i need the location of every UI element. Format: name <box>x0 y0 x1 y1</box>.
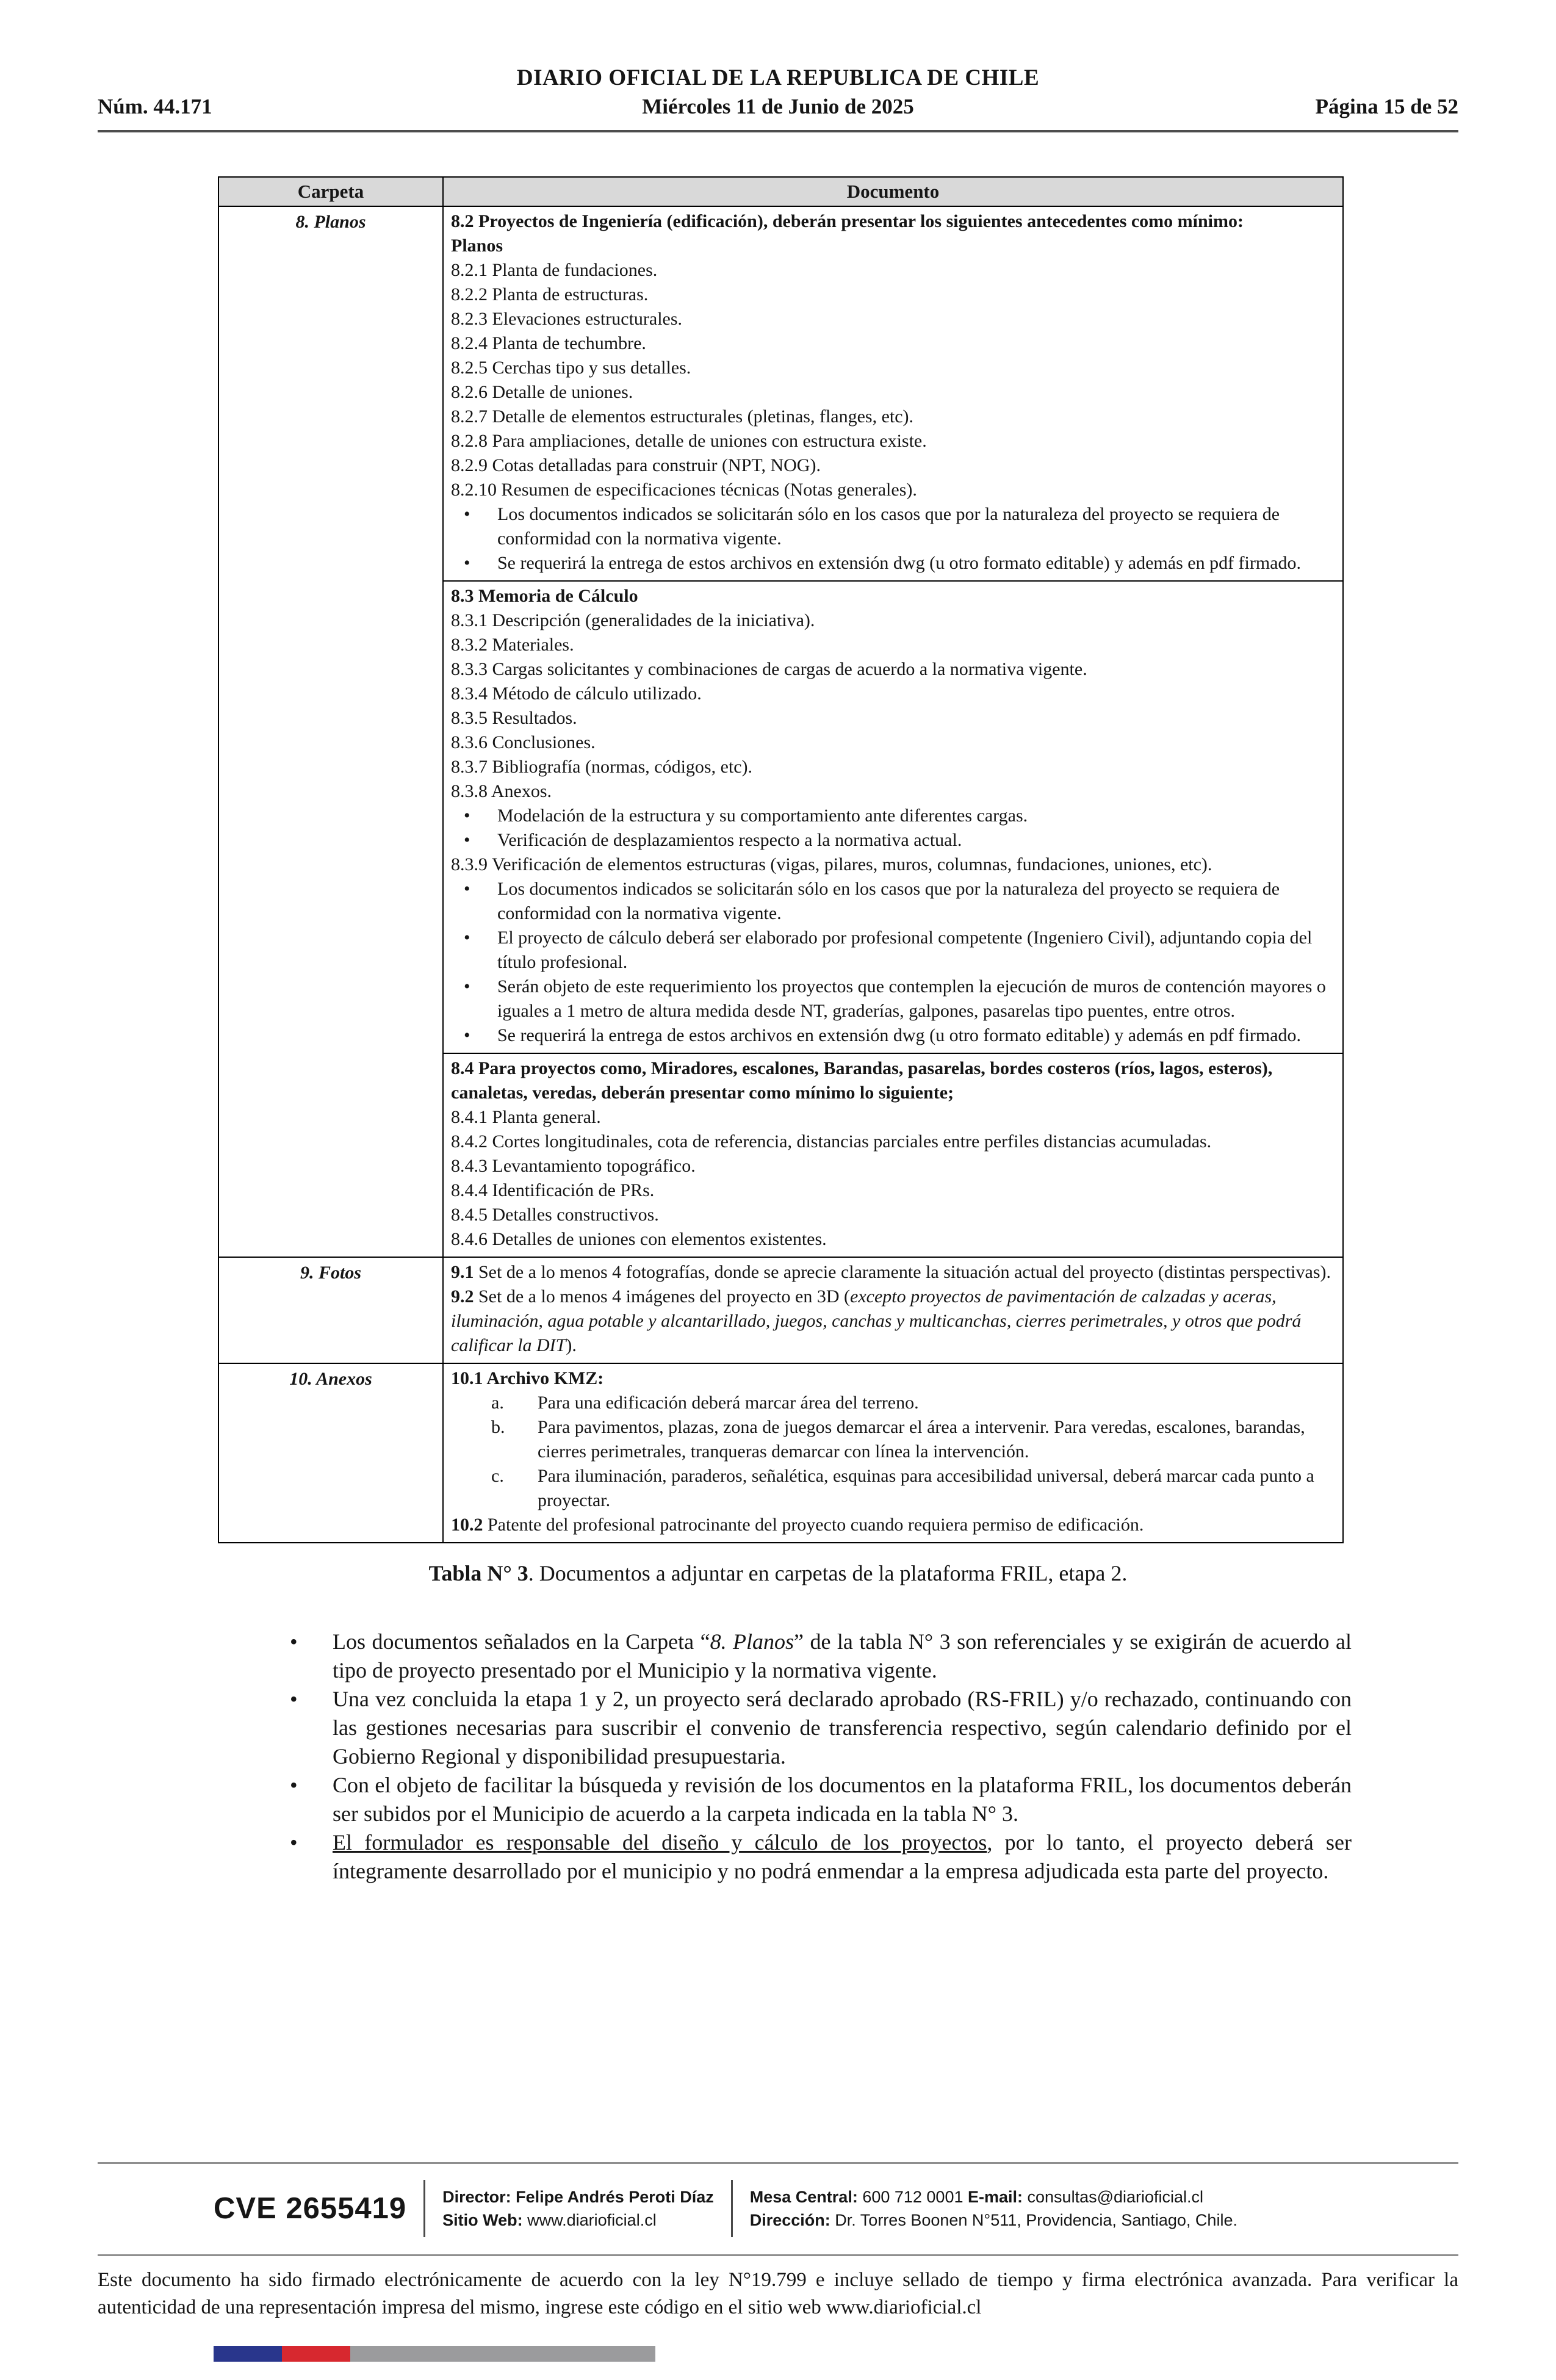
paragraph <box>451 405 1335 429</box>
list-item-text <box>497 1023 1335 1048</box>
text-run: Serán objeto de este requerimiento los proyectos que contemplen la ejecución de muros de contención mayores o iguales a 1 metro de altura medida desde NT, graderías, galpones, pasarelas tipo puentes, entre otros. <box>497 976 1326 1021</box>
bullet-icon: • <box>464 830 470 850</box>
text-run: Set de a lo menos 4 imágenes del proyecto en 3D ( <box>478 1286 850 1307</box>
paragraph <box>451 1178 1335 1203</box>
text-run: 8.3.8 Anexos. <box>451 781 552 801</box>
text-run: El formulador es responsable del diseño y cálculo de los proyectos <box>333 1830 987 1855</box>
text-run: 8.2.10 Resumen de especificaciones técnicas (Notas generales). <box>451 480 917 500</box>
text-run: 8.4.6 Detalles de uniones con elementos existentes. <box>451 1229 827 1249</box>
text-run: 9.1 <box>451 1262 478 1282</box>
list-item-text <box>538 1415 1335 1464</box>
note-text <box>333 1828 1352 1886</box>
note-text <box>333 1771 1352 1828</box>
column-header-carpeta: Carpeta <box>218 177 443 206</box>
table-row <box>218 1363 1343 1543</box>
text-run: 8.3.3 Cargas solicitantes y combinaciones de cargas de acuerdo a la normativa vigente. <box>451 659 1087 679</box>
bullet-icon: • <box>290 1687 298 1711</box>
paragraph <box>451 1203 1335 1227</box>
paragraph <box>451 356 1335 380</box>
page-number: Página 15 de 52 <box>1315 95 1458 118</box>
bullet-icon: • <box>464 1025 470 1045</box>
list-item-text <box>497 926 1335 975</box>
text-run: Tabla N° 3 <box>428 1561 528 1585</box>
text-run: Para iluminación, paraderos, señalética, esquinas para accesibilidad universal, deberá marcar cada punto a proyectar. <box>538 1466 1314 1510</box>
text-run: consultas@diarioficial.cl <box>1027 2188 1204 2206</box>
text-run: . Documentos a adjuntar en carpetas de la plataforma FRIL, etapa 2. <box>528 1561 1128 1585</box>
list-item <box>451 975 1335 1023</box>
bullet-icon: • <box>290 1629 298 1654</box>
list-item-text <box>538 1391 1335 1415</box>
text-run: 600 712 0001 <box>862 2188 968 2206</box>
table-header-row <box>218 177 1343 206</box>
text-run: ” de la tabla N° 3 son referenciales y se exigirán de acuerdo al tipo de proyecto presentado por el Municipio y la normativa vigente. <box>333 1629 1352 1682</box>
paragraph <box>451 682 1335 706</box>
list-item <box>451 1415 1335 1464</box>
paragraph <box>451 608 1335 633</box>
masthead <box>0 0 1556 132</box>
text-run: 10.2 <box>451 1515 483 1535</box>
folder-cell: 8. Planos <box>218 206 443 1257</box>
text-run: 8.3.6 Conclusiones. <box>451 732 596 752</box>
publication-title: DIARIO OFICIAL DE LA REPUBLICA DE CHILE <box>516 65 1040 90</box>
text-run: 8.3.7 Bibliografía (normas, códigos, etc). <box>451 757 753 777</box>
folder-cell: 9. Fotos <box>218 1257 443 1363</box>
text-run: 10.1 Archivo KMZ: <box>451 1368 604 1388</box>
text-run: 8.2.6 Detalle de uniones. <box>451 382 633 402</box>
paragraph <box>451 331 1335 356</box>
footer-info-line <box>442 2185 714 2209</box>
paragraph <box>451 283 1335 307</box>
text-run: Dr. Torres Boonen N°511, Providencia, Santiago, Chile. <box>835 2211 1237 2229</box>
paragraph <box>451 478 1335 502</box>
text-run: www.diarioficial.cl <box>527 2211 657 2229</box>
bullet-icon: • <box>464 806 470 826</box>
list-item <box>451 1464 1335 1513</box>
text-run: excepto proyectos de pavimentación de calzadas y aceras, iluminación, agua potable y alcantarillado, juegos, canchas y multicanchas, cierres perimetrales, y otros que podrá calificar la DIT <box>451 1286 1302 1355</box>
footer-divider-top <box>98 2162 1458 2164</box>
text-run: Dirección: <box>749 2211 835 2229</box>
table-row <box>218 206 1343 581</box>
text-run: Para pavimentos, plazas, zona de juegos demarcar el área a intervenir. Para veredas, escalones, barandas, cierres perimetrales, tranqueras demarcar con línea la intervención. <box>538 1417 1305 1462</box>
footer-contact-block <box>750 2185 1237 2232</box>
note-item <box>290 1771 1352 1828</box>
text-run: 8.2.3 Elevaciones estructurales. <box>451 309 683 329</box>
text-run: 8.2.2 Planta de estructuras. <box>451 284 649 305</box>
bullet-icon: • <box>290 1830 298 1855</box>
issue-date: Miércoles 11 de Junio de 2025 <box>642 95 914 118</box>
note-text <box>333 1628 1352 1685</box>
list-item-text <box>497 502 1335 551</box>
list-item-text <box>497 804 1335 828</box>
note-item <box>290 1685 1352 1771</box>
paragraph <box>451 853 1335 877</box>
letter-marker: c. <box>491 1466 504 1486</box>
list-item <box>451 828 1335 853</box>
paragraph <box>451 1227 1335 1252</box>
document-cell <box>443 1363 1343 1543</box>
paragraph <box>451 1056 1335 1105</box>
letter-marker: a. <box>491 1393 504 1413</box>
text-run: Patente del profesional patrocinante del proyecto cuando requiera permiso de edificación. <box>483 1515 1144 1535</box>
text-run: 8.2.5 Cerchas tipo y sus detalles. <box>451 358 691 378</box>
paragraph <box>451 380 1335 405</box>
paragraph <box>451 706 1335 730</box>
flag-blue-block <box>214 2346 282 2362</box>
text-run: 8.2.8 Para ampliaciones, detalle de uniones con estructura existe. <box>451 431 927 451</box>
list-item <box>451 1391 1335 1415</box>
bullet-icon: • <box>464 928 470 948</box>
paragraph <box>451 779 1335 804</box>
footer-vertical-divider-1 <box>423 2180 425 2237</box>
list-item-text <box>497 551 1335 575</box>
text-run: 8.4.1 Planta general. <box>451 1107 601 1127</box>
text-run: 8.2 Proyectos de Ingeniería (edificación), deberán presentar los siguientes antecedentes como mínimo: <box>451 211 1244 231</box>
paragraph <box>451 1285 1335 1358</box>
list-item <box>451 926 1335 975</box>
text-run: Se requerirá la entrega de estos archivos en extensión dwg (u otro formato editable) y además en pdf firmado. <box>497 1025 1302 1045</box>
text-run: 8.2.7 Detalle de elementos estructurales (pletinas, flanges, etc). <box>451 406 914 427</box>
list-item-text <box>497 877 1335 926</box>
text-run: Set de a lo menos 4 fotografías, donde se aprecie claramente la situación actual del proyecto (distintas perspectivas). <box>478 1262 1331 1282</box>
paragraph <box>451 307 1335 331</box>
cve-code: CVE 2655419 <box>214 2192 407 2225</box>
text-run: 8.2.4 Planta de techumbre. <box>451 333 646 353</box>
list-item <box>451 804 1335 828</box>
bullet-icon: • <box>464 553 470 573</box>
list-item <box>451 551 1335 575</box>
list-item <box>451 877 1335 926</box>
masthead-row <box>0 95 1556 119</box>
text-run: Los documentos indicados se solicitarán sólo en los casos que por la naturaleza del proyecto se requiera de conformidad con la normativa vigente. <box>497 504 1280 549</box>
footer-director-block <box>442 2185 714 2232</box>
text-run: Mesa Central: <box>749 2188 863 2206</box>
flag-strip <box>214 2346 655 2362</box>
text-run: 8.4 Para proyectos como, Miradores, escalones, Barandas, pasarelas, bordes costeros (ríos, lagos, esteros), canaletas, veredas, deberán presentar como mínimo lo siguiente; <box>451 1058 1273 1103</box>
paragraph <box>451 633 1335 657</box>
bullet-icon: • <box>464 504 470 524</box>
paragraph <box>451 657 1335 682</box>
footer <box>214 2176 1237 2241</box>
flag-red-block <box>282 2346 350 2362</box>
letter-marker: b. <box>491 1417 505 1437</box>
text-run: E-mail: <box>967 2188 1028 2206</box>
table-caption <box>0 1560 1556 1586</box>
footer-vertical-divider-2 <box>731 2180 733 2237</box>
text-run: 8.3.2 Materiales. <box>451 635 574 655</box>
paragraph <box>451 234 1335 258</box>
text-run: El proyecto de cálculo deberá ser elaborado por profesional competente (Ingeniero Civil), adjuntando copia del título profesional. <box>497 928 1313 972</box>
header-divider <box>98 130 1458 132</box>
text-run: Los documentos señalados en la Carpeta “ <box>333 1629 710 1654</box>
paragraph <box>451 453 1335 478</box>
footer-info-line <box>750 2209 1237 2232</box>
footer-info-line <box>442 2209 714 2232</box>
text-run: Director: Felipe Andrés Peroti Díaz <box>442 2188 714 2206</box>
text-run: 8.3.1 Descripción (generalidades de la iniciativa). <box>451 610 815 630</box>
paragraph <box>451 755 1335 779</box>
text-run: , por lo tanto, el proyecto deberá ser íntegramente desarrollado por el municipio y no podrá enmendar a la empresa adjudicada esta parte del proyecto. <box>333 1830 1352 1883</box>
text-run: 8.4.3 Levantamiento topográfico. <box>451 1156 696 1176</box>
text-run: 8.3.5 Resultados. <box>451 708 577 728</box>
text-run: Los documentos indicados se solicitarán sólo en los casos que por la naturaleza del proyecto se requiera de conformidad con la normativa vigente. <box>497 879 1280 923</box>
bullet-icon: • <box>464 976 470 997</box>
column-header-documento: Documento <box>443 177 1343 206</box>
paragraph <box>451 1366 1335 1391</box>
text-run: Para una edificación deberá marcar área del terreno. <box>538 1393 919 1413</box>
text-run: Una vez concluida la etapa 1 y 2, un proyecto será declarado aprobado (RS-FRIL) y/o rechazado, continuando con las gestiones necesarias para suscribir el convenio de transferencia respectivo, según calendario definido por el Gobierno Regional y disponibilidad presupuestaria. <box>333 1687 1352 1769</box>
paragraph <box>451 209 1335 234</box>
paragraph <box>451 429 1335 453</box>
text-run: 8.3.9 Verificación de elementos estructuras (vigas, pilares, muros, columnas, fundaciones, uniones, etc). <box>451 854 1212 874</box>
bullet-icon: • <box>290 1773 298 1797</box>
text-run: 8.3 Memoria de Cálculo <box>451 586 638 606</box>
paragraph <box>451 584 1335 608</box>
bullet-icon: • <box>464 879 470 899</box>
note-text <box>333 1685 1352 1771</box>
document-cell <box>443 1257 1343 1363</box>
text-run: 8. Planos <box>710 1629 794 1654</box>
text-run: 8.2.9 Cotas detalladas para construir (NPT, NOG). <box>451 455 821 475</box>
documents-table <box>218 176 1344 1543</box>
text-run: 8.4.4 Identificación de PRs. <box>451 1180 655 1200</box>
list-item-text <box>538 1464 1335 1513</box>
text-run: Modelación de la estructura y su comportamiento ante diferentes cargas. <box>497 806 1028 826</box>
list-item <box>451 1023 1335 1048</box>
paragraph <box>451 258 1335 283</box>
issue-number: Núm. 44.171 <box>98 95 212 118</box>
text-run: 8.4.2 Cortes longitudinales, cota de referencia, distancias parciales entre perfiles distancias acumuladas. <box>451 1131 1212 1152</box>
document-cell <box>443 581 1343 1053</box>
text-run: 8.4.5 Detalles constructivos. <box>451 1205 659 1225</box>
paragraph <box>451 1130 1335 1154</box>
text-run: Con el objeto de facilitar la búsqueda y revisión de los documentos en la plataforma FRIL, los documentos deberán ser subidos por el Municipio de acuerdo a la carpeta indicada en la tabla N° 3. <box>333 1773 1352 1826</box>
list-item <box>451 502 1335 551</box>
folder-cell: 10. Anexos <box>218 1363 443 1543</box>
text-run: 9.2 <box>451 1286 478 1307</box>
text-run: Planos <box>451 236 503 256</box>
text-run: Sitio Web: <box>442 2211 528 2229</box>
notes-list <box>290 1628 1352 1886</box>
footer-divider-bottom <box>98 2254 1458 2256</box>
paragraph <box>451 1513 1335 1537</box>
paragraph <box>451 1154 1335 1178</box>
document-cell <box>443 1053 1343 1257</box>
text-run: 8.2.1 Planta de fundaciones. <box>451 260 658 280</box>
text-run: 8.3.4 Método de cálculo utilizado. <box>451 683 702 704</box>
gray-bar <box>350 2346 655 2362</box>
paragraph <box>451 1105 1335 1130</box>
note-item <box>290 1628 1352 1685</box>
text-run: ). <box>566 1335 577 1355</box>
table-row <box>218 1257 1343 1363</box>
document-cell <box>443 206 1343 581</box>
legal-text: Este documento ha sido firmado electrónicamente de acuerdo con la ley N°19.799 e incluye sellado de tiempo y firma electrónica avanzada. Para verificar la autenticidad de una representación impresa del mismo, ingrese este código en el sitio web www.diarioficial.cl <box>98 2269 1458 2318</box>
documents-table-body <box>218 206 1343 1543</box>
list-item-text <box>497 828 1335 853</box>
list-item-text <box>497 975 1335 1023</box>
paragraph <box>451 730 1335 755</box>
note-item <box>290 1828 1352 1886</box>
paragraph <box>451 1260 1335 1285</box>
text-run: Se requerirá la entrega de estos archivos en extensión dwg (u otro formato editable) y además en pdf firmado. <box>497 553 1302 573</box>
footer-info-line <box>750 2185 1237 2209</box>
text-run: Verificación de desplazamientos respecto a la normativa actual. <box>497 830 962 850</box>
